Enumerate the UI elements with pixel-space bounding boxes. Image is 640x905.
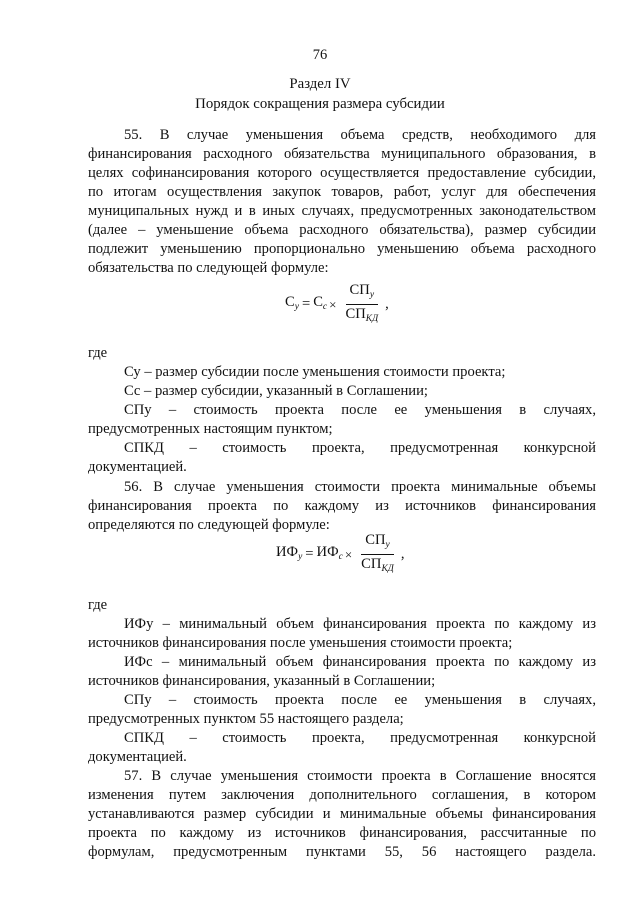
text-line: целях софинансирования которого осуществляется предоставление субсидии, xyxy=(88,165,596,181)
text-line: финансирования расходного обязательства муниципального образования, в xyxy=(88,146,596,162)
formula-denominator: $СП_{КД}$ xyxy=(361,556,394,574)
formula-subsidy xyxy=(285,282,389,327)
text-line: обязательства по следующей формуле: xyxy=(88,260,329,276)
text-line: подлежит уменьшению пропорционально уменьшению объема расходного xyxy=(88,241,596,257)
formula-financing xyxy=(276,532,404,577)
definition-item-cont: источников финансирования после уменьшения стоимости проекта; xyxy=(88,635,513,651)
definition-item: СПКД – стоимость проекта, предусмотренная конкурсной xyxy=(124,440,596,456)
text-line: 57. В случае уменьшения стоимости проекта в Соглашение вносятся xyxy=(124,768,596,784)
section-title: Порядок сокращения размера субсидии xyxy=(195,96,445,112)
formula-base: $ИФ_с$ xyxy=(316,543,343,562)
formula-denominator: $СП_{КД}$ xyxy=(345,306,379,324)
definition-item: СПу – стоимость проекта после ее уменьшения в случаях, xyxy=(124,402,596,418)
text-line: формулам, предусмотренным пунктами 55, 56 настоящего раздела. xyxy=(88,844,596,860)
formula-fraction xyxy=(341,282,382,327)
text-line: (далее – уменьшение объема расходного обязательства), размер субсидии xyxy=(88,222,596,238)
definition-item: СПу – стоимость проекта после ее уменьшения в случаях, xyxy=(124,692,596,708)
definition-item: ИФс – минимальный объем финансирования проекта по каждому из xyxy=(124,654,596,670)
page-number: 76 xyxy=(312,47,328,63)
definition-item-cont: документацией. xyxy=(88,749,187,765)
text-line: изменения путем заключения дополнительного соглашения, в котором xyxy=(88,787,596,803)
formula-equals: = xyxy=(305,546,314,562)
formula-numerator: $СП_у$ xyxy=(361,532,394,555)
formula-lhs: $С_у$ xyxy=(285,293,299,312)
where-label: где xyxy=(88,597,108,613)
formula-numerator: $СП_у$ xyxy=(346,282,379,305)
definitions-55 xyxy=(88,344,596,477)
definitions-56 xyxy=(88,596,596,767)
definition-item-cont: предусмотренных пунктом 55 настоящего раздела; xyxy=(88,711,404,727)
definition-item-cont: документацией. xyxy=(88,459,187,475)
formula-base: $С_с$ xyxy=(313,293,328,312)
text-line: финансирования проекта по каждому из источников финансирования xyxy=(88,498,596,514)
text-line: устанавливаются размер субсидии и минимальные объемы финансирования xyxy=(88,806,596,822)
definition-item-cont: предусмотренных настоящим пунктом; xyxy=(88,421,333,437)
formula-comma: , xyxy=(385,296,389,312)
text-line: определяются по следующей формуле: xyxy=(88,517,330,533)
text-line: 55. В случае уменьшения объема средств, необходимого для xyxy=(124,127,596,143)
text-line: муниципальных нужд и в иных случаях, предусмотренных законодательством xyxy=(88,203,596,219)
section-header xyxy=(0,74,640,114)
definition-item: Сс – размер субсидии, указанный в Соглашении; xyxy=(124,383,428,399)
definition-item-cont: источников финансирования, указанный в Соглашении; xyxy=(88,673,436,689)
paragraph-57 xyxy=(88,767,596,862)
paragraph-56 xyxy=(88,478,596,535)
formula-times: × xyxy=(329,297,337,312)
formula-times: × xyxy=(344,547,353,562)
definition-item: ИФу – минимальный объем финансирования проекта по каждому из xyxy=(124,616,596,632)
text-line: 56. В случае уменьшения стоимости проекта минимальные объемы xyxy=(124,479,596,495)
definition-item: Су – размер субсидии после уменьшения стоимости проекта; xyxy=(124,364,506,380)
formula-comma: , xyxy=(400,546,405,562)
formula-fraction xyxy=(357,532,398,577)
text-line: по итогам осуществления закупок товаров, работ, услуг для обеспечения xyxy=(88,184,596,200)
text-line: проекта по каждому из источников финансирования, рассчитанные по xyxy=(88,825,596,841)
where-label: где xyxy=(88,345,108,361)
section-heading: Раздел IV xyxy=(289,76,351,92)
formula-equals: = xyxy=(301,296,311,312)
paragraph-55 xyxy=(88,126,596,278)
formula-lhs: $ИФ_у$ xyxy=(276,543,303,562)
definition-item: СПКД – стоимость проекта, предусмотренная конкурсной xyxy=(124,730,596,746)
